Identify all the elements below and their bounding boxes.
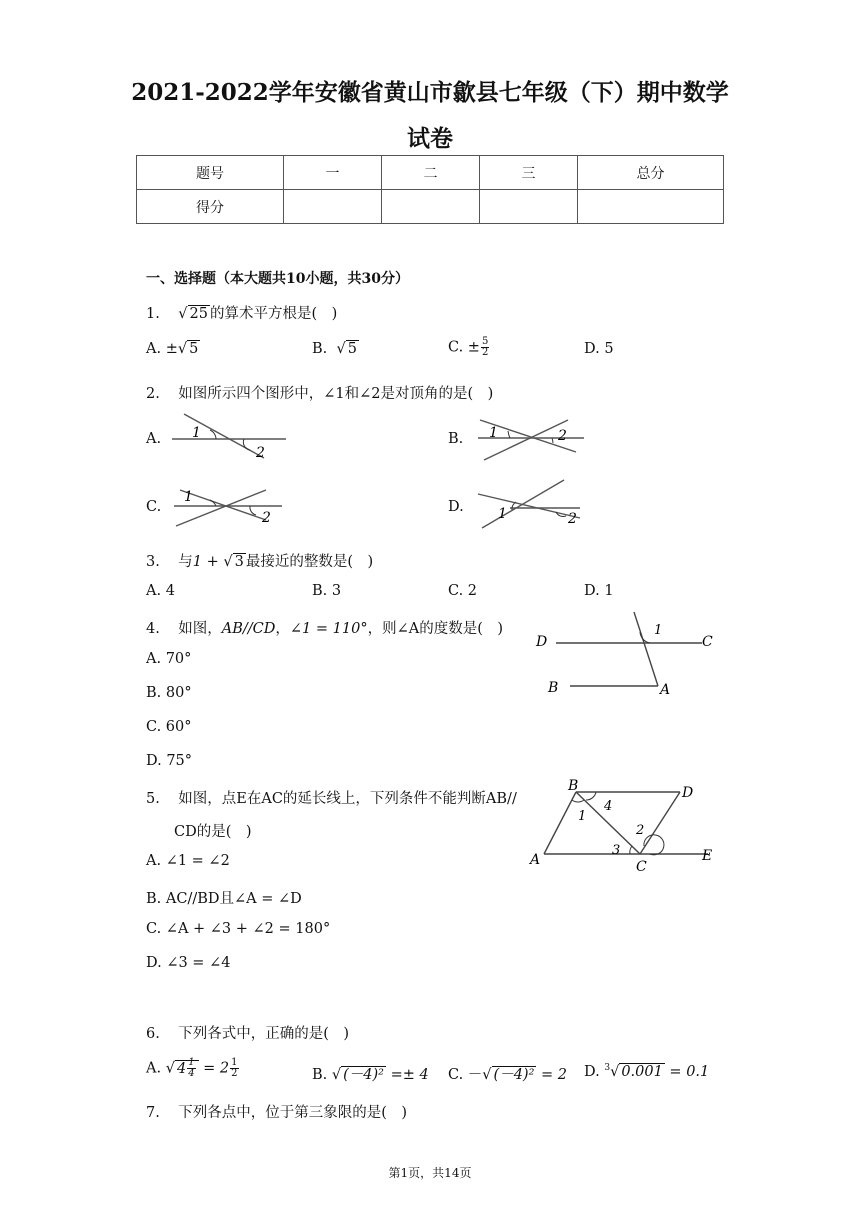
question-number: 6. xyxy=(146,1026,160,1042)
score-table-score-row xyxy=(137,190,724,224)
point-label-e: E xyxy=(702,848,713,864)
line xyxy=(478,494,580,518)
question-stem: 与 xyxy=(178,554,193,570)
option-label: A. xyxy=(146,341,162,357)
option-sign: ± xyxy=(165,341,178,357)
option-d[interactable]: D. $^3$√ 0.001 = 0.1 xyxy=(584,1063,710,1080)
line xyxy=(482,480,564,528)
option-label: D. xyxy=(584,1063,600,1080)
question-stem: 下列各点中，位于第三象限的是( ) xyxy=(178,1105,408,1121)
angle-label-4: 4 xyxy=(604,799,613,814)
math-expr: = 0.1 xyxy=(664,1063,710,1080)
figure-q2b xyxy=(474,412,590,464)
question-stem: 的算术平方根是( ) xyxy=(209,306,338,322)
option-b-label[interactable]: B. xyxy=(448,431,464,447)
score-cell[interactable] xyxy=(480,190,578,224)
line-ab xyxy=(544,792,576,854)
score-header-cell: 三 xyxy=(480,156,578,190)
question-7 xyxy=(146,1101,407,1122)
option-b[interactable]: B. √ (－4)² =± 4 xyxy=(312,1067,429,1083)
score-table-header-row xyxy=(137,156,724,190)
question-5 xyxy=(146,787,517,808)
angle-arc xyxy=(250,506,256,515)
option-label: C. xyxy=(448,1067,464,1083)
question-stem: ，则∠A的度数是( ) xyxy=(367,621,504,637)
option-b[interactable]: B. 80° xyxy=(146,685,192,701)
angle-arc xyxy=(630,846,632,854)
line-cd xyxy=(640,792,680,854)
option-text: 5 xyxy=(604,341,614,357)
radicand: 5 xyxy=(189,341,199,357)
score-cell[interactable] xyxy=(284,190,382,224)
option-d[interactable]: D. ∠3 = ∠4 xyxy=(146,955,231,971)
question-stem: 如图， xyxy=(178,621,222,637)
radicand: (－4)² xyxy=(493,1067,535,1083)
option-label: A. xyxy=(146,1060,162,1077)
question-number: 3. xyxy=(146,554,160,570)
angle-arc xyxy=(572,800,584,802)
figure-q5 xyxy=(524,778,720,874)
radicand: 4 $\frac{1}{4}$ xyxy=(175,1060,199,1077)
radicand: 5 xyxy=(347,341,357,357)
option-b[interactable]: B. 3 xyxy=(312,583,342,599)
option-a-label[interactable]: A. xyxy=(146,431,162,447)
point-label-a: A xyxy=(660,682,671,698)
option-d[interactable] xyxy=(584,341,614,357)
angle-label-1: 1 xyxy=(654,623,663,638)
point-label-d: D xyxy=(682,785,694,801)
option-d-label[interactable]: D. xyxy=(448,499,464,515)
angle-arc xyxy=(243,439,250,450)
question-4 xyxy=(146,617,503,638)
question-number: 2. xyxy=(146,386,160,402)
question-number: 1. xyxy=(146,306,160,322)
option-a[interactable]: A. 4 xyxy=(146,583,175,599)
point-label-c: C xyxy=(702,634,713,650)
option-d[interactable]: D. 75° xyxy=(146,753,193,769)
angle-label-2: 2 xyxy=(568,511,577,527)
math-expr: ∠1 = 110° xyxy=(289,621,368,637)
score-cell[interactable] xyxy=(578,190,724,224)
option-label: B. xyxy=(312,341,328,357)
option-sign: － xyxy=(467,1067,483,1083)
angle-arc xyxy=(586,792,596,800)
radicand: 3 xyxy=(234,554,244,570)
point-label-a: A xyxy=(530,852,541,868)
radicand: 25 xyxy=(189,306,208,322)
point-label-b: B xyxy=(548,680,559,696)
option-c[interactable]: C. ∠A + ∠3 + ∠2 = 180° xyxy=(146,921,331,937)
score-header-cell: 题号 xyxy=(137,156,284,190)
angle-label-1: 1 xyxy=(498,506,507,522)
question-1: 1. √ 25 的算术平方根是( ) xyxy=(146,306,338,322)
option-a[interactable]: A. ∠1 = ∠2 xyxy=(146,853,230,869)
question-3: 3. 与1 + √ 3 最接近的整数是( ) xyxy=(146,554,374,570)
option-d[interactable]: D. 1 xyxy=(584,583,614,599)
math-expr: =± 4 xyxy=(385,1067,429,1083)
score-row-label: 得分 xyxy=(137,190,284,224)
score-cell[interactable] xyxy=(382,190,480,224)
option-a[interactable]: A. √ 4 $\frac{1}{4}$ = 2 $\frac{1}{2}$ xyxy=(146,1057,238,1079)
question-number: 4. xyxy=(146,621,160,637)
score-table xyxy=(136,155,724,224)
math-expr: AB//CD xyxy=(221,621,276,637)
option-a[interactable]: A. ±√ 5 xyxy=(146,341,199,357)
question-number: 7. xyxy=(146,1105,160,1121)
question-number: 5. xyxy=(146,791,160,807)
point-label-b: B xyxy=(568,778,579,794)
option-sign: ± xyxy=(467,339,480,356)
question-stem: ， xyxy=(275,621,290,637)
angle-arc xyxy=(552,438,553,443)
fraction: $\frac{1}{2}$ xyxy=(231,1057,238,1079)
fraction: $\frac{5}{2}$ xyxy=(481,336,489,358)
option-c-label[interactable]: C. xyxy=(146,499,162,515)
figure-q4 xyxy=(530,608,720,704)
question-5-line2: CD的是( ) xyxy=(174,824,252,840)
radicand: (－4)² xyxy=(343,1067,384,1083)
angle-label-2: 2 xyxy=(558,428,567,444)
angle-label-1: 1 xyxy=(192,425,201,441)
option-c[interactable]: C. 60° xyxy=(146,719,192,735)
question-6 xyxy=(146,1022,349,1043)
page-title-line1: 2021-2022学年安徽省黄山市歙县七年级（下）期中数学 xyxy=(131,79,729,106)
page-title-line2: 试卷 xyxy=(407,125,453,152)
figure-q2a xyxy=(170,410,290,462)
math-expr: 1 + xyxy=(192,554,224,570)
option-c[interactable] xyxy=(448,337,490,358)
angle-label-2: 2 xyxy=(256,445,265,461)
math-expr: = 2 xyxy=(203,1060,230,1077)
score-header-cell: 二 xyxy=(382,156,480,190)
option-b[interactable]: B. √ 5 xyxy=(312,341,357,357)
angle-arc xyxy=(644,835,664,855)
option-label: C. xyxy=(448,339,464,356)
angle-label-1: 1 xyxy=(578,809,587,824)
section-heading: 一、选择题（本大题共10小题，共30分） xyxy=(146,271,409,287)
page-footer: 第1页，共14页 xyxy=(388,1166,472,1180)
score-header-cell: 总分 xyxy=(578,156,724,190)
question-stem: 最接近的整数是( ) xyxy=(245,554,374,570)
question-stem: 如图，点E在AC的延长线上，下列条件不能判断AB// xyxy=(178,791,517,807)
math-expr: = 2 xyxy=(536,1067,567,1083)
score-header-cell: 一 xyxy=(284,156,382,190)
option-c[interactable]: C. 2 xyxy=(448,583,478,599)
root-index: 3 xyxy=(604,1063,611,1073)
point-label-d: D xyxy=(536,634,548,650)
angle-label-1: 1 xyxy=(489,425,498,441)
option-label: D. xyxy=(584,341,600,357)
figure-q2c xyxy=(170,484,288,532)
question-stem: 下列各式中，正确的是( ) xyxy=(178,1026,350,1042)
option-label: B. xyxy=(312,1067,328,1083)
option-b[interactable]: B. AC//BD且∠A = ∠D xyxy=(146,891,302,907)
question-stem: 如图所示四个图形中，∠1和∠2是对顶角的是( ) xyxy=(178,386,494,402)
figure-q2d xyxy=(474,478,586,534)
angle-label-2: 2 xyxy=(262,510,271,526)
option-a[interactable]: A. 70° xyxy=(146,651,192,667)
point-label-c: C xyxy=(636,859,647,874)
option-c[interactable]: C. －√ (－4)² = 2 xyxy=(448,1067,567,1083)
angle-label-1: 1 xyxy=(184,489,193,505)
angle-label-2: 2 xyxy=(636,823,645,838)
radicand: 0.001 xyxy=(621,1063,663,1080)
angle-label-3: 3 xyxy=(612,843,621,858)
question-2 xyxy=(146,382,493,403)
angle-arc xyxy=(508,431,510,438)
